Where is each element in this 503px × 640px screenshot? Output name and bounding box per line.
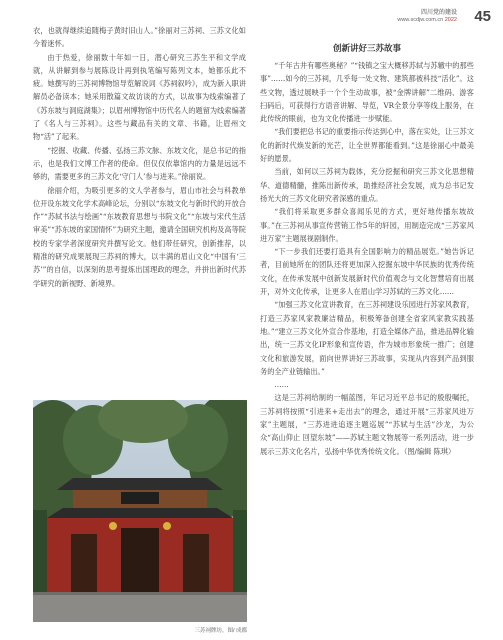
right-text-column [260,59,474,458]
paragraph: 衣，也就得继续追随梅子黄时旧山人。”徐丽对三苏祠、三苏文化如今着迷怀。 [33,26,246,49]
photo-caption: 三苏祠牌坊。图/ 成都 [194,628,247,634]
paragraph: …… [274,380,289,390]
paragraph: 这是三苏祠给制的一幅蓝图，年记习近平总书记的殷殷嘱托，三苏祠将按照“引进来+走出去”的理念，通过开展“三苏家风进万家”主题展，“三苏进进追逐主题巡展”“苏轼与生活”沙龙，为公众“高山仰止 回望东坡”——苏轼主题文物展等一系列活动，进一步展示三苏文化名片，弘扬中华优秀传统文化。（图/编辑 陈琪） [260,393,474,456]
header-text [397,10,457,24]
issue-year: 2022 [444,17,457,23]
paragraph: “我们将采取更多群众喜闻乐见的方式，更好地传播东坡故事。”在三苏祠从事宣传营销工作5年的轩园，用制造完成“三苏家风进万家”主题展视剧制作。 [260,207,474,243]
paragraph: 由于热爱，徐丽数十年如一日，潜心研究三苏生平和文学成就，从讲解到参与展陈设计再到执笔编写陈列文本，她都乐此不疲。她撰写的三苏祠博物馆导览解说词《苏祠叙吟》，成为新入职讲解员必备读本；她采用散篇文故访谈的方式，以故事为线索编著了《苏东坡与洞庭湖集》；以眉州博物馆中历代名人的题留为线索编著了《名人与三苏祠》。这些与藏品有关的文章、书籍，让眉州文物“活”了起来。 [33,52,246,142]
running-header [321,8,491,32]
paragraph: “我们要把总书记的重要指示传达到心中，落在实处，让三苏文化的新时代焕发新的光芒，让全世界都能看到。”这是徐丽心中最美好的愿景。 [260,127,474,164]
paragraph: “加强三苏文化宣讲教育，在三苏祠建设乐园进行苏家风教育，打造三苏家风家教廉洁精品，积极筹备创建全省家风家教实践基地。”“建立三苏文化外宣合作基地，打造全媒体产品，推进品牌化输出，统一三苏文化IP形象和宣传语，作为城市形象统一推广；创建文化和旅游发展，面向世界讲好三苏故事，实现从内容到产品到服务的全产业链输出。” [260,300,474,376]
paragraph: 当前，如何以三苏祠为载体，充分挖掘和研究三苏文化思想精华、道德精髓，推陈出新传承，助推经济社会发展，成为总书记发扬光大的三苏文化研究者深感的重点。 [260,167,474,203]
paragraph: “千年古井有哪些奥秘？”“钱镇之宝大概移苏轼与苏辙中的那些事”……如今的三苏祠，几乎每一处文物、建筑都被科技“活化”。这些文物，透过展映手一个个生动故事，被“金牌讲解”二维码、游客扫码后，可获得行方语音讲解、导览，VR全景分享等线上服务，在此传统的眼前，也为文化传播进一步赋能。 [260,61,474,124]
left-text-column [33,24,246,290]
magazine-name: 四川党的建设 [420,10,457,16]
paragraph: 徐丽介绍，为吸引更多的文人学者参与，眉山市社会与科教单位开设东坡文化学术高峰论坛，分别以“东坡文化与新时代的开放合作”“苏轼书法与绘画”“东坡教育思想与书院文化”“东坡与宋代生活审美”“苏东坡的家国情怀”为研究主题，邀请全国研究机构及高等院校的专家学者深度研究并撰写论文。他们带任研究，创新推荐，以精准的研究成果展现三苏祠的博大，以丰满的眉山文化“中国有‘三苏’”的自信，以深刻的思考提炼出国理政的理念，并拼出新时代苏学研究的新视野、新境界。 [33,185,246,288]
section-heading: 创新讲好三苏故事 [332,44,401,54]
page-number: 45 [474,8,491,25]
paragraph: “挖掘、收藏、传播、弘扬三苏文脉、东坡文化，是总书记的指示，也是我们文博工作者的使命。但仅仅依靠馆内的力量是远远不够的，需要更多的三苏文化‘守门人’参与进来。”徐丽说。 [33,145,246,182]
magazine-website: www.scdjw.com.cn [397,17,444,23]
temple-gate-photo [33,400,247,622]
paragraph: “下一步我们还要打造具有全国影响力的精品展览。”她告诉记者，目前她所在的团队还将更加深入挖掘东坡中华民族的优秀传统文化，在传承发展中创新发展新时代价值观念与文化智慧培育出展开，对外文化传承，让更多人在眉山学习苏轼的三苏文化…… [260,247,474,297]
